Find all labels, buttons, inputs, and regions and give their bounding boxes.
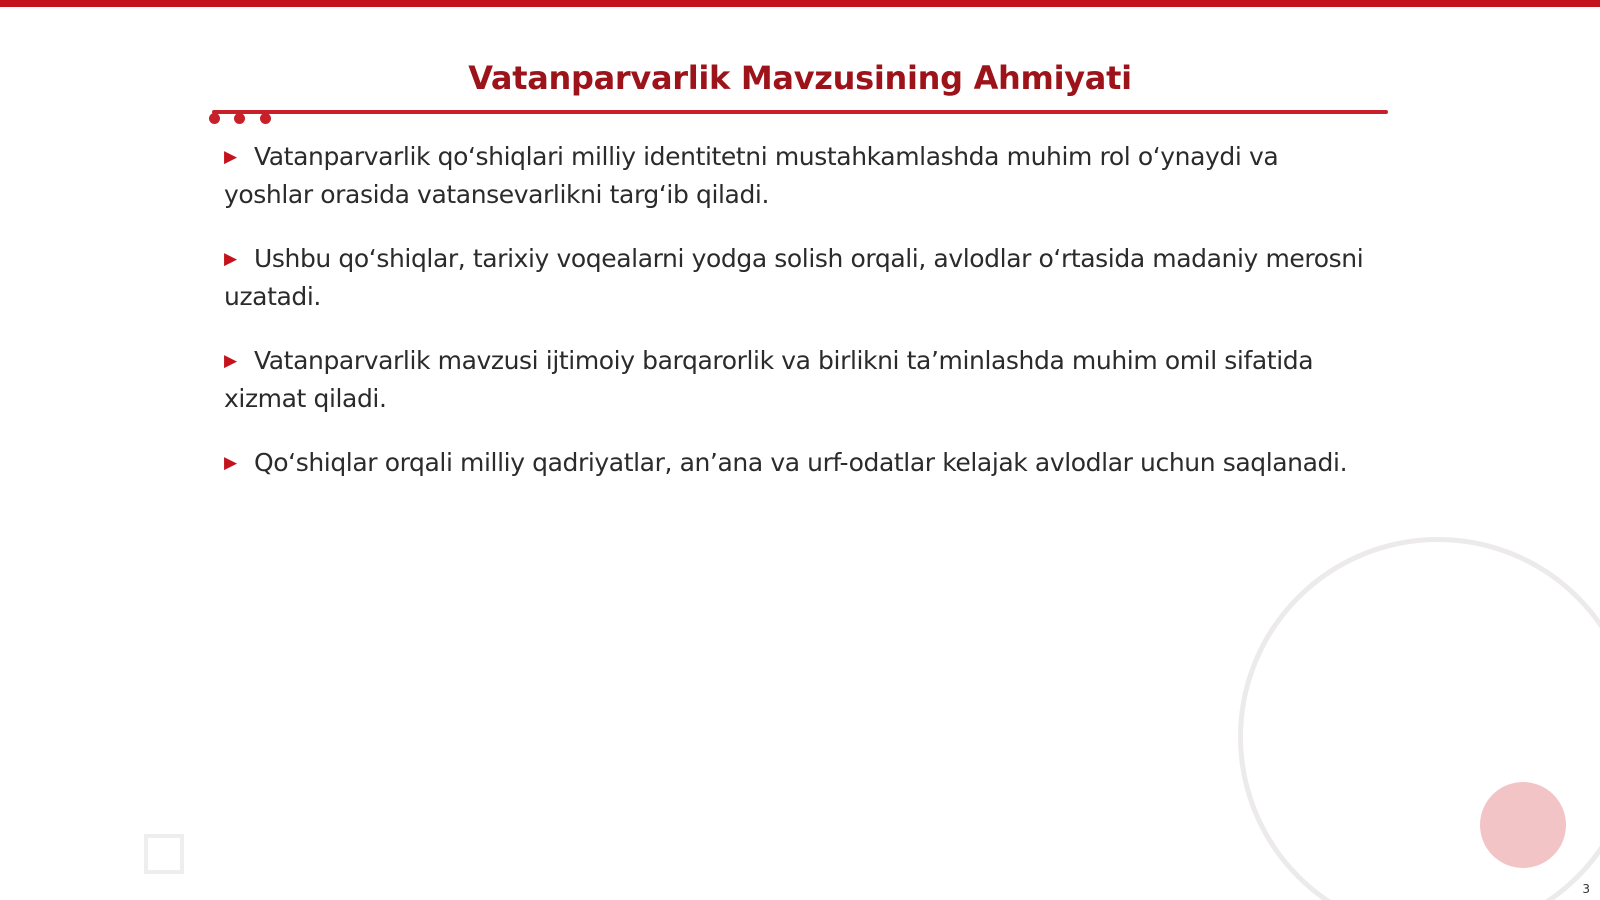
top-accent-bar [0,0,1600,7]
slide-title: Vatanparvarlik Mavzusining Ahmiyati [468,59,1132,97]
decor-square [144,834,184,874]
decor-dot-2 [234,113,245,124]
bullet-list [224,138,1374,509]
decor-pink-circle [1480,782,1566,868]
triangle-bullet-icon: ▶ [224,453,237,473]
bullet-item [224,138,1374,213]
bullet-text: Qo‘shiqlar orqali milliy qadriyatlar, an’ana va urf-odatlar kelajak avlodlar uchun saqlanadi. [254,448,1348,477]
bullet-item [224,444,1374,482]
bullet-item [224,342,1374,417]
bullet-text: Ushbu qo‘shiqlar, tarixiy voqealarni yodga solish orqali, avlodlar o‘rtasida madaniy merosni uzatadi. [224,244,1364,311]
decor-dot-3 [260,113,271,124]
decor-dot-1 [209,113,220,124]
bullet-item [224,240,1374,315]
triangle-bullet-icon: ▶ [224,249,237,269]
bullet-text: Vatanparvarlik mavzusi ijtimoiy barqarorlik va birlikni ta’minlashda muhim omil sifatida xizmat qiladi. [224,346,1314,413]
page-number: 3 [1582,882,1590,896]
triangle-bullet-icon: ▶ [224,351,237,371]
title-underline [212,110,1388,114]
triangle-bullet-icon: ▶ [224,147,237,167]
bullet-text: Vatanparvarlik qo‘shiqlari milliy identitetni mustahkamlashda muhim rol o‘ynaydi va yoshlar orasida vatansevarlikni targ‘ib qiladi. [224,142,1279,209]
